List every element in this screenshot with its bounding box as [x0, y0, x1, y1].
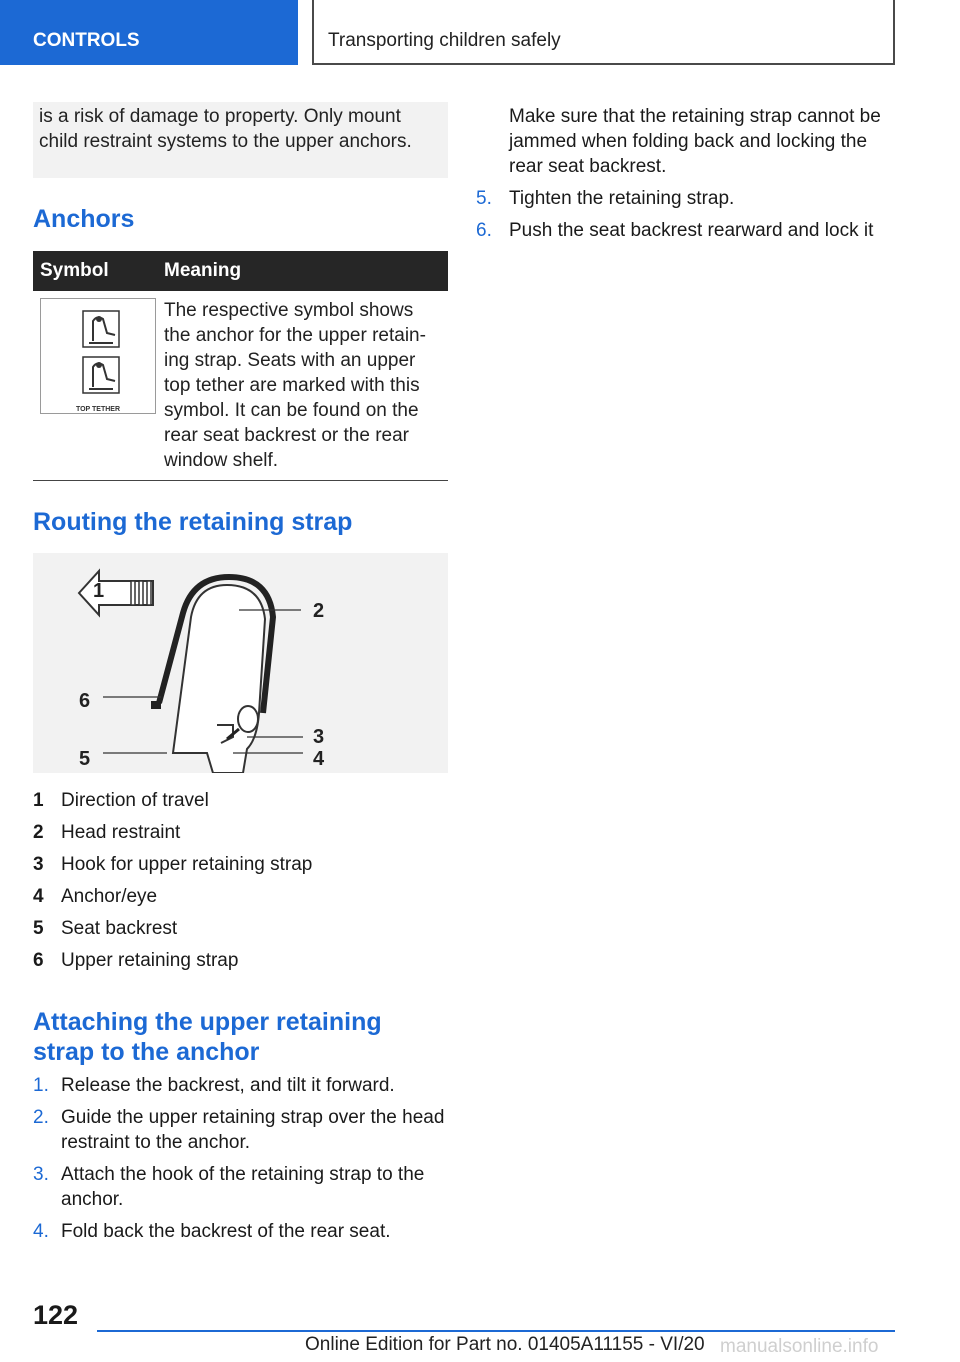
continuation-text: Make sure that the retaining strap cannot be jammed when folding back and locking the rear seat backrest.: [509, 106, 881, 177]
symbol-cell: [33, 291, 157, 481]
step-number: 2.: [33, 1107, 49, 1128]
list-item: [476, 218, 896, 243]
list-item: [33, 1105, 448, 1155]
step-text: Push the seat backrest rearward and lock it: [509, 220, 874, 241]
list-item: [33, 945, 448, 977]
warning-text: is a risk of damage to property. Only mount child restraint systems to the upper anchors.: [39, 106, 412, 152]
header-section-label: CONTROLS: [33, 30, 140, 51]
header-title: Transporting children safely: [328, 30, 561, 51]
callout-3: 3: [313, 726, 325, 748]
seat-strap-illustration: [33, 553, 448, 773]
callout-5: 5: [79, 748, 91, 770]
callout-4: 4: [313, 748, 325, 770]
legend-number: 1: [33, 790, 44, 811]
legend-number: 2: [33, 822, 44, 843]
attaching-steps-continued: [476, 186, 896, 243]
list-item: [476, 186, 896, 211]
legend-label: Hook for upper retaining strap: [61, 854, 313, 875]
step-number: 6.: [476, 220, 492, 241]
step-number: 1.: [33, 1075, 49, 1096]
callout-1: 1: [93, 580, 105, 602]
legend-label: Head restraint: [61, 822, 181, 843]
meaning-cell: The respective symbol shows the anchor for the upper retain‐ing strap. Seats with an upper top tether are marked with this symbol. It can be found on the rear seat backrest or the rear window shelf.: [157, 291, 448, 481]
legend-label: Upper retaining strap: [61, 950, 239, 971]
step-text: Attach the hook of the retaining strap to the anchor.: [61, 1164, 425, 1210]
routing-figure: [33, 553, 448, 773]
header-section-tab: [0, 0, 298, 65]
legend-number: 3: [33, 854, 44, 875]
right-column: [476, 102, 896, 250]
legend-number: 4: [33, 886, 44, 907]
table-header-symbol: Symbol: [33, 251, 157, 291]
list-item: [33, 913, 448, 945]
table-header-meaning: Meaning: [157, 251, 448, 291]
routing-heading: Routing the retaining strap: [33, 508, 353, 536]
callout-6: 6: [79, 690, 91, 712]
step-number: 4.: [33, 1221, 49, 1242]
footer-rule: [97, 1330, 895, 1332]
footer-edition: Online Edition for Part no. 01405A11155 - VI/20: [305, 1334, 705, 1355]
step-number: 3.: [33, 1164, 49, 1185]
header-title-box: [312, 0, 895, 65]
legend-label: Direction of travel: [61, 790, 209, 811]
symbol-caption: TOP TETHER: [75, 406, 121, 413]
attaching-steps: [33, 1073, 448, 1244]
step-text: Fold back the backrest of the rear seat.: [61, 1221, 391, 1242]
watermark: manualsonline.info: [720, 1336, 879, 1357]
list-item: [33, 785, 448, 817]
top-tether-symbol: [40, 298, 156, 414]
figure-legend: [33, 785, 448, 977]
warning-box: [33, 102, 448, 178]
step-text: Tighten the retaining strap.: [509, 188, 735, 209]
list-item: [33, 881, 448, 913]
callout-2: 2: [313, 600, 325, 622]
page-number: 122: [33, 1300, 79, 1330]
list-item: [33, 1162, 448, 1212]
list-item: [33, 849, 448, 881]
list-item: [33, 817, 448, 849]
step-text: Release the backrest, and tilt it forward.: [61, 1075, 395, 1096]
legend-number: 6: [33, 950, 44, 971]
list-item: [33, 1073, 448, 1098]
table-row: [33, 291, 448, 481]
legend-label: Anchor/eye: [61, 886, 158, 907]
legend-label: Seat backrest: [61, 918, 178, 939]
step-text: Guide the upper retaining strap over the head restraint to the anchor.: [61, 1107, 445, 1153]
step-number: 5.: [476, 188, 492, 209]
anchors-heading: Anchors: [33, 205, 135, 233]
legend-number: 5: [33, 918, 44, 939]
anchors-table: [33, 251, 448, 481]
attaching-heading: Attaching the upper retaining strap to the anchor: [33, 1008, 382, 1066]
left-column: [33, 102, 448, 1251]
list-item: [33, 1219, 448, 1244]
